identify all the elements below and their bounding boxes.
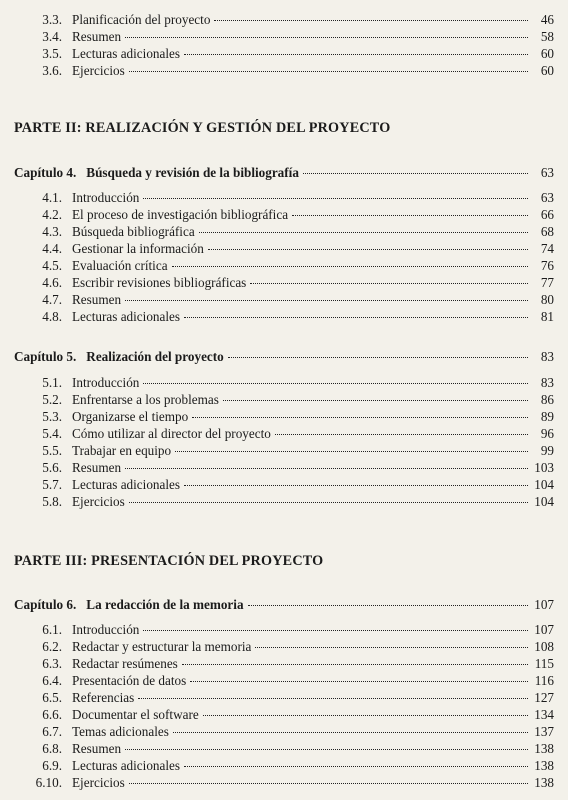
section-number: 3.4. [42, 29, 62, 44]
toc-entry[interactable] [14, 690, 554, 706]
toc-entry[interactable] [14, 12, 554, 28]
page-number: 68 [540, 224, 554, 239]
toc-entry[interactable] [14, 309, 554, 325]
section-number: 4.2. [42, 207, 62, 222]
section-number: 3.3. [42, 12, 62, 27]
page-number: 134 [534, 707, 554, 722]
section-number: 6.4. [42, 673, 62, 688]
chapter-row[interactable] [14, 349, 554, 365]
dot-leader [125, 749, 528, 750]
dot-leader [184, 766, 528, 767]
dot-leader [199, 232, 528, 233]
dot-leader [250, 283, 528, 284]
dot-leader [223, 400, 528, 401]
dot-leader [125, 468, 528, 469]
section-number: 6.1. [42, 622, 62, 637]
dot-leader [203, 715, 528, 716]
toc-entry[interactable] [14, 375, 554, 391]
page-number: 63 [540, 165, 554, 180]
toc-entry[interactable] [14, 494, 554, 510]
section-title: Ejercicios [72, 494, 125, 509]
toc-entry[interactable] [14, 477, 554, 493]
dot-leader [173, 732, 528, 733]
page-number: 46 [540, 12, 554, 27]
section-title: Evaluación crítica [72, 258, 168, 273]
section-number: 4.4. [42, 241, 62, 256]
page-number: 138 [534, 775, 554, 790]
page-number: 60 [540, 46, 554, 61]
dot-leader [129, 71, 528, 72]
toc-entry[interactable] [14, 426, 554, 442]
section-title: Lecturas adicionales [72, 309, 181, 324]
chapter-label: Capítulo 4. [14, 165, 77, 180]
section-number: 5.2. [42, 392, 62, 407]
section-number: 3.5. [42, 46, 62, 61]
dot-leader [303, 173, 528, 174]
page-number: 116 [534, 673, 554, 688]
part-heading: PARTE III: PRESENTACIÓN DEL PROYECTO [14, 553, 324, 569]
toc-entry[interactable] [14, 460, 554, 476]
toc-entry[interactable] [14, 656, 554, 672]
page-number: 89 [540, 409, 554, 424]
page-number: 83 [540, 349, 554, 364]
section-title: Redactar y estructurar la memoria [72, 639, 252, 654]
section-title: Cómo utilizar al director del proyecto [72, 426, 271, 441]
page-number: 103 [534, 460, 554, 475]
page-number: 127 [534, 690, 554, 705]
toc-entry[interactable] [14, 758, 554, 774]
toc-entry[interactable] [14, 707, 554, 723]
section-title: Referencias [72, 690, 135, 705]
dot-leader [275, 434, 528, 435]
section-number: 5.7. [42, 477, 62, 492]
toc-entry[interactable] [14, 190, 554, 206]
section-title: Documentar el software [72, 707, 199, 722]
toc-entry[interactable] [14, 443, 554, 459]
page-number: 81 [540, 309, 554, 324]
section-number: 5.4. [42, 426, 62, 441]
toc-entry[interactable] [14, 29, 554, 45]
section-title: Resumen [72, 29, 122, 44]
section-number: 6.5. [42, 690, 62, 705]
page-number: 76 [540, 258, 554, 273]
section-title: Introducción [72, 622, 140, 637]
section-number: 6.10. [35, 775, 62, 790]
dot-leader [214, 20, 528, 21]
chapter-label: Capítulo 6. [14, 597, 77, 612]
section-number: 3.6. [42, 63, 62, 78]
part-heading: PARTE II: REALIZACIÓN Y GESTIÓN DEL PROYECTO [14, 120, 391, 136]
section-title: Lecturas adicionales [72, 46, 181, 61]
dot-leader [184, 317, 528, 318]
section-number: 5.6. [42, 460, 62, 475]
section-number: 4.8. [42, 309, 62, 324]
dot-leader [129, 502, 528, 503]
section-number: 5.1. [42, 375, 62, 390]
section-title: Gestionar la información [72, 241, 204, 256]
toc-entry[interactable] [14, 63, 554, 79]
dot-leader [228, 357, 528, 358]
section-title: Ejercicios [72, 775, 125, 790]
page-number: 66 [540, 207, 554, 222]
page-number: 138 [534, 741, 554, 756]
dot-leader [172, 266, 528, 267]
section-title: Introducción [72, 375, 140, 390]
section-title: Temas adicionales [72, 724, 169, 739]
section-title: Presentación de datos [72, 673, 187, 688]
section-title: Planificación del proyecto [72, 12, 211, 27]
dot-leader [182, 664, 528, 665]
page-number: 83 [540, 375, 554, 390]
section-title: Introducción [72, 190, 140, 205]
page-number: 58 [540, 29, 554, 44]
section-number: 6.2. [42, 639, 62, 654]
section-title: Redactar resúmenes [72, 656, 178, 671]
section-title: Lecturas adicionales [72, 758, 181, 773]
chapter-title: Realización del proyecto [86, 349, 224, 364]
dot-leader [184, 54, 528, 55]
toc-entry[interactable] [14, 775, 554, 791]
page-number: 107 [534, 622, 554, 637]
toc-entry[interactable] [14, 724, 554, 740]
toc-entry[interactable] [14, 275, 554, 291]
page-number: 86 [540, 392, 554, 407]
section-number: 5.8. [42, 494, 62, 509]
section-title: Escribir revisiones bibliográficas [72, 275, 247, 290]
section-number: 5.5. [42, 443, 62, 458]
section-number: 6.3. [42, 656, 62, 671]
dot-leader [143, 630, 528, 631]
section-title: El proceso de investigación bibliográfica [72, 207, 289, 222]
section-number: 5.3. [42, 409, 62, 424]
chapter-label: Capítulo 5. [14, 349, 77, 364]
page-number: 80 [540, 292, 554, 307]
section-number: 4.5. [42, 258, 62, 273]
dot-leader [292, 215, 528, 216]
dot-leader [138, 698, 528, 699]
toc-entry[interactable] [14, 673, 554, 689]
page-number: 115 [534, 656, 554, 671]
chapter-row[interactable] [14, 597, 554, 613]
section-number: 6.6. [42, 707, 62, 722]
section-number: 6.7. [42, 724, 62, 739]
page-number: 137 [534, 724, 554, 739]
section-number: 4.6. [42, 275, 62, 290]
section-number: 4.7. [42, 292, 62, 307]
toc-entry[interactable] [14, 392, 554, 408]
section-title: Resumen [72, 292, 122, 307]
dot-leader [143, 383, 528, 384]
page-number: 108 [534, 639, 554, 654]
toc-entry[interactable] [14, 292, 554, 308]
dot-leader [208, 249, 528, 250]
toc-entry[interactable] [14, 258, 554, 274]
section-title: Resumen [72, 741, 122, 756]
toc-entry[interactable] [14, 741, 554, 757]
section-number: 6.8. [42, 741, 62, 756]
dot-leader [192, 417, 528, 418]
dot-leader [190, 681, 528, 682]
chapter-title: La redacción de la memoria [86, 597, 244, 612]
dot-leader [143, 198, 528, 199]
page-number: 74 [540, 241, 554, 256]
toc-entry[interactable] [14, 622, 554, 638]
page-number: 104 [534, 494, 554, 509]
page-number: 138 [534, 758, 554, 773]
dot-leader [248, 605, 528, 606]
toc-entry[interactable] [14, 224, 554, 240]
section-title: Trabajar en equipo [72, 443, 172, 458]
page-number: 60 [540, 63, 554, 78]
toc-entry[interactable] [14, 241, 554, 257]
dot-leader [184, 485, 528, 486]
section-title: Organizarse el tiempo [72, 409, 189, 424]
section-title: Resumen [72, 460, 122, 475]
page-number: 77 [540, 275, 554, 290]
page-number: 63 [540, 190, 554, 205]
section-title: Búsqueda bibliográfica [72, 224, 195, 239]
page-number: 99 [540, 443, 554, 458]
section-title: Ejercicios [72, 63, 125, 78]
page-number: 96 [540, 426, 554, 441]
section-number: 4.3. [42, 224, 62, 239]
dot-leader [125, 37, 528, 38]
dot-leader [129, 783, 528, 784]
section-title: Enfrentarse a los problemas [72, 392, 219, 407]
dot-leader [175, 451, 528, 452]
section-title: Lecturas adicionales [72, 477, 181, 492]
toc-entry[interactable] [14, 207, 554, 223]
page-number: 107 [534, 597, 554, 612]
toc-entry[interactable] [14, 46, 554, 62]
page-number: 104 [534, 477, 554, 492]
chapter-title: Búsqueda y revisión de la bibliografía [86, 165, 299, 180]
dot-leader [125, 300, 528, 301]
section-number: 4.1. [42, 190, 62, 205]
toc-entry[interactable] [14, 409, 554, 425]
section-number: 6.9. [42, 758, 62, 773]
chapter-row[interactable] [14, 165, 554, 181]
dot-leader [255, 647, 528, 648]
toc-entry[interactable] [14, 639, 554, 655]
